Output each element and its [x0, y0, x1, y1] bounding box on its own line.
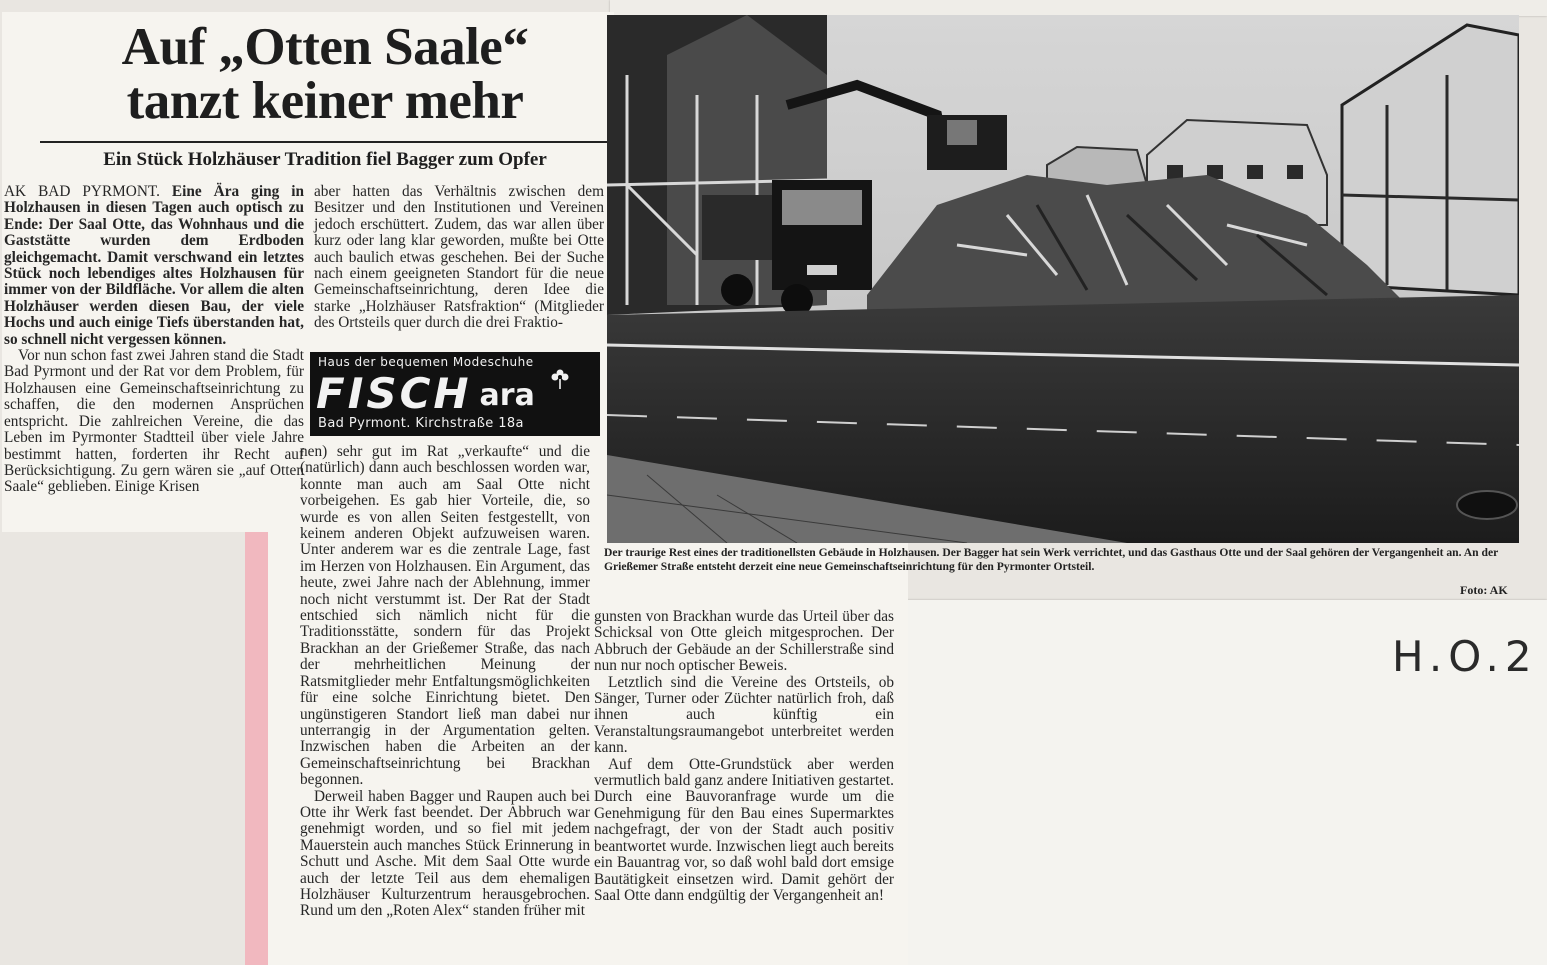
ad-tagline: Haus der bequemen Modeschuhe: [318, 355, 534, 369]
ad-brand: FISCH: [316, 369, 472, 418]
flower-icon: [548, 366, 572, 390]
paragraph: Derweil haben Bagger und Raupen auch bei Otte ihr Werk fast beendet. Der Abbruch war genehmigt worden, und so fiel mit jedem Mauerstein auch manches Stück Erinnerung in Schutt und Asche. Mit dem Saal Otte wurde auch der letzte Teil aus dem ehemaligen Holzhäuser Kulturzentrum herausgebrochen. Rund um den „Roten Alex“ standen früher mit: [300, 787, 590, 920]
demolition-photo: [607, 15, 1519, 543]
dateline: AK BAD PYRMONT.: [4, 183, 160, 200]
pink-backing-strip: [245, 520, 270, 965]
paragraph: aber hatten das Verhältnis zwischen dem Besitzer und den Institutionen und Vereinen jedoch erschüttert. Zudem, das war allen über kurz oder lang klar geworden, mußte bei Otte auch baulich etwas geschehen. Bei der Suche nach einem geeigneten Standort für die neue Gemeinschaftseinrichtung, deren Idee die starke „Holzhäuser Ratsfraktion“ (Mitglieder des Ortsteils quer durch die drei Fraktio-: [314, 183, 604, 332]
paragraph: Auf dem Otte-Grundstück aber werden vermutlich bald ganz andere Initiativen gestartet. Durch eine Bauvoranfrage wurde um die Genehmigung für den Bau eines Supermarktes nachgefragt, der von der Stadt auch positiv beantwortet wurde. Inzwischen liegt auch bereits ein Bauantrag vor, so daß wohl bald dort emsige Bautätigkeit einsetzen wird. Damit gehört der Saal Otte dann endgültig der Vergangenheit an!: [594, 755, 894, 904]
ad-brand-suffix: ara: [479, 378, 535, 413]
paragraph: nen) sehr gut im Rat „verkaufte“ und die (natürlich) dann auch beschlossen worden war, konnte man auch am Saal Otte nicht vorbeigehen. Es gab hier Vorteile, die, so wurde es von allen Seiten festgestellt, von keinem anderen Objekt aufzuweisen waren. Unter anderem war es die zentrale Lage, fast im Herzen von Holzhausen. Ein Argument, das heute, zwei Jahre nach der Ablehnung, immer noch nicht verstummt ist. Der Rat der Stadt entschied sich nämlich nicht für die Traditionsstätte, sondern für das Projekt Brackhan an der Grießemer Straße, das nach der mehrheitlichen Meinung der Ratsmitglieder mehr Entfaltungsmöglichkeiten für eine solche Einrichtung bietet. Den ungünstigeren Standort ließ man dabei nur unterrangig in der Argumentation gelten. Inzwischen haben die Arbeiten an der Gemeinschaftseinrichtung bei Brackhan begonnen.: [300, 443, 590, 789]
subheadline-rule-top: [40, 141, 610, 143]
ad-brand-logo: [316, 368, 535, 416]
photo-credit: Foto: AK: [1460, 583, 1508, 597]
paragraph: Letztlich sind die Vereine des Ortsteils, ob Sänger, Turner oder Züchter natürlich froh, daß ihnen auch künftig ein Veranstaltungsraumangebot unterbreitet werden kann.: [594, 673, 894, 757]
backing-sheet-top: [610, 0, 1547, 16]
ad-address: Bad Pyrmont. Kirchstraße 18a: [318, 416, 524, 431]
headline-line-2: tanzt keiner mehr: [126, 72, 524, 131]
lead-paragraph: [4, 184, 304, 348]
demolition-photo-image: [607, 15, 1519, 543]
article-column-2-top: [314, 184, 604, 332]
paragraph: gunsten von Brackhan wurde das Urteil über das Schicksal von Otte gleich mitgesprochen. Der Abbruch der Gebäude an der Schillerstraße sind nun nur noch optischer Beweis.: [594, 608, 894, 675]
advertisement-fischara: [310, 352, 600, 436]
subheadline: Ein Stück Holzhäuser Tradition fiel Bagger zum Opfer: [103, 149, 547, 170]
article-column-3: [594, 609, 894, 904]
photo-caption: Der traurige Rest eines der traditionellsten Gebäude in Holzhausen. Der Bagger hat sein Werk verrichtet, und das Gasthaus Otte und der Saal gehören der Vergangenheit an. An der Grießemer Straße entsteht derzeit eine neue Gemeinschaftseinrichtung für den Pyrmonter Ortsteil.: [604, 546, 1499, 573]
article-column-1: [4, 184, 304, 496]
handwritten-note: H.O.2: [1392, 632, 1538, 681]
headline-line-1: Auf „Otten Saale“: [121, 18, 529, 76]
article-column-2-bottom: [300, 444, 590, 920]
paragraph: Vor nun schon fast zwei Jahren stand die Stadt Bad Pyrmont und der Rat vor dem Problem, für Holzhausen eine Gemeinschaftseinrichtung zu schaffen, die den modernen Ansprüchen entspricht. Die zahlreichen Vereine, die das Leben im Pyrmonter Stadtteil über viele Jahre bestimmt hatten, forderten ihr Recht auf Berücksichtigung. Zu gern wären sie „auf Otten Saale“ geblieben. Einige Krisen: [4, 347, 304, 496]
headline: [40, 18, 610, 131]
lead-text: Eine Ära ging in Holzhausen in diesen Tagen auch optisch zu Ende: Der Saal Otte, das Wohnhaus und die Gaststätte wurden dem Erdboden gleichgemacht. Damit verschwand ein letztes Stück noch lebendiges altes Holzhausen für immer von der Bildfläche. Vor allem die alten Holzhäuser werden diesen Bau, der viele Hochs und auch einige Tiefs überstanden hat, so schnell nicht vergessen können.: [4, 183, 304, 348]
